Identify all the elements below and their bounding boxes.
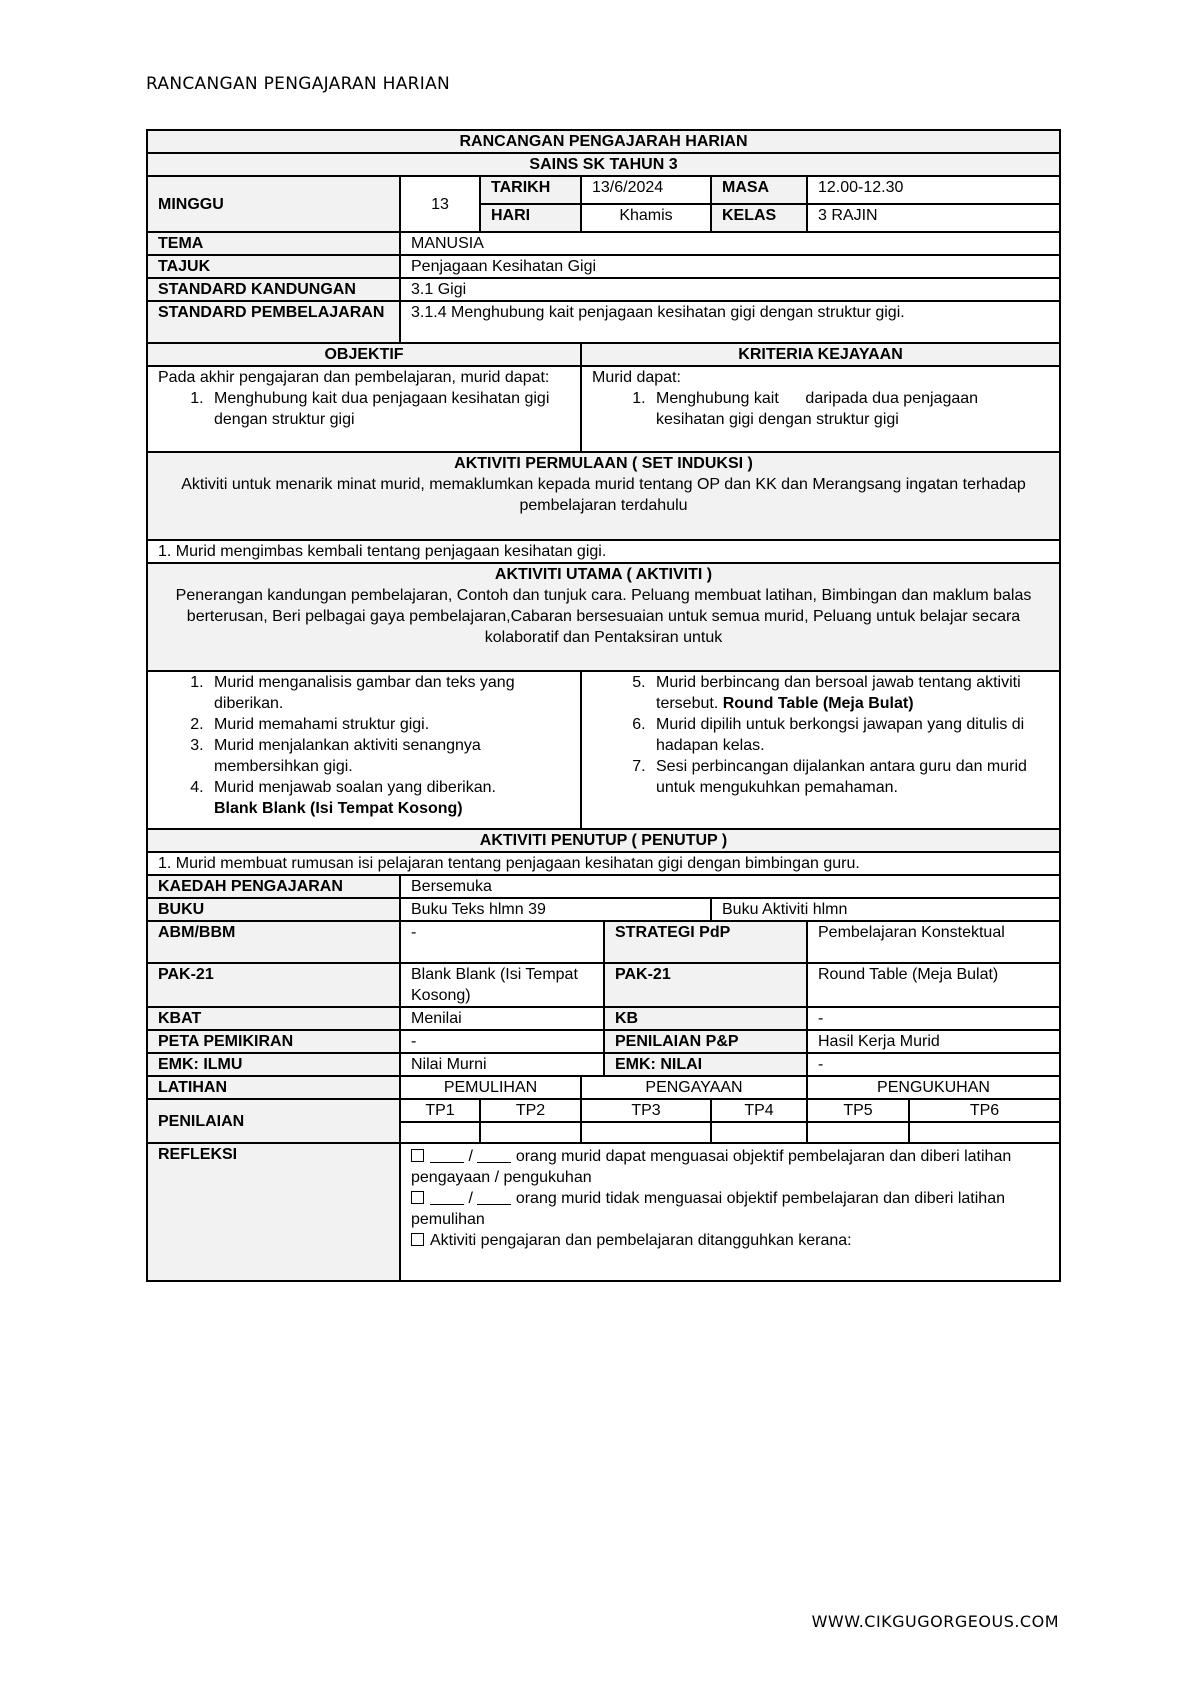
tajuk-label: TAJUK <box>147 255 400 278</box>
masa-value: 12.00-12.30 <box>807 176 1060 204</box>
objektif-row <box>147 366 1060 452</box>
utama-left-item: 4. Murid menjawab soalan yang diberikan. <box>208 777 570 798</box>
kb-value: - <box>807 1007 1060 1030</box>
kaedah-value: Bersemuka <box>400 875 1060 898</box>
sk-label: STANDARD KANDUNGAN <box>147 278 400 301</box>
permulaan-item-row <box>147 540 1060 563</box>
peta-label: PETA PEMIKIRAN <box>147 1030 400 1053</box>
kriteria-cell <box>581 366 1060 452</box>
tarikh-value: 13/6/2024 <box>581 176 711 204</box>
emk-row <box>147 1053 1060 1076</box>
tema-value: MANUSIA <box>400 232 1060 255</box>
hari-value: Khamis <box>581 204 711 232</box>
penilaian-pp-label: PENILAIAN P&P <box>604 1030 807 1053</box>
latihan-pengayaan: PENGAYAAN <box>581 1076 807 1099</box>
kbat-label: KBAT <box>147 1007 400 1030</box>
checkbox-icon[interactable] <box>411 1149 424 1162</box>
utama-left-item: 1. Murid menganalisis gambar dan teks yang diberikan. <box>208 672 570 714</box>
tp-label: TP4 <box>711 1099 807 1122</box>
utama-right-item: 7. Sesi perbincangan dijalankan antara guru dan murid untuk mengukuhkan pemahaman. <box>650 756 1049 798</box>
objektif-intro: Pada akhir pengajaran dan pembelajaran, murid dapat: <box>158 369 550 386</box>
pak21-row <box>147 963 1060 1007</box>
tp-label: TP6 <box>909 1099 1060 1122</box>
penilaian-pp-value: Hasil Kerja Murid <box>807 1030 1060 1053</box>
utama-right-bold: Round Table (Meja Bulat) <box>722 695 914 712</box>
peta-row <box>147 1030 1060 1053</box>
utama-desc: Penerangan kandungan pembelajaran, Contoh dan tunjuk cara. Peluang membuat latihan, Bimbingan dan maklum balas berterusan, Beri pelbagai gaya pembelajaran,Cabaran bersesuaian untuk semua murid, Peluang untuk belajar secara kolaboratif dan Pentaksiran untuk <box>175 587 1032 646</box>
kaedah-row <box>147 875 1060 898</box>
checkbox-icon[interactable] <box>411 1191 424 1204</box>
permulaan-title: AKTIVITI PERMULAAN ( SET INDUKSI ) <box>454 455 753 472</box>
tp-cell[interactable] <box>480 1122 581 1143</box>
kelas-value: 3 RAJIN <box>807 204 1060 232</box>
peta-value: - <box>400 1030 604 1053</box>
objektif-header-row <box>147 343 1060 366</box>
utama-left-item: 2. Murid memahami struktur gigi. <box>208 714 570 735</box>
kbat-value: Menilai <box>400 1007 604 1030</box>
objektif-item: 1. Menghubung kait dua penjagaan kesihatan gigi dengan struktur gigi <box>208 388 570 430</box>
page-header: RANCANGAN PENGAJARAN HARIAN <box>146 74 451 94</box>
emk-ilmu-label: EMK: ILMU <box>147 1053 400 1076</box>
buku-label: BUKU <box>147 898 400 921</box>
pak21-value-2: Round Table (Meja Bulat) <box>807 963 1060 1007</box>
utama-title: AKTIVITI UTAMA ( AKTIVITI ) <box>494 566 713 583</box>
blank-field[interactable] <box>477 1148 511 1163</box>
pak21-value: Blank Blank (Isi Tempat Kosong) <box>400 963 604 1007</box>
objektif-label: OBJEKTIF <box>147 343 581 366</box>
utama-left-bold: Blank Blank (Isi Tempat Kosong) <box>214 800 463 817</box>
refleksi-cell <box>400 1143 1060 1281</box>
tp-cell[interactable] <box>909 1122 1060 1143</box>
refleksi-line-2: / orang murid tidak menguasai objektif pembelajaran dan diberi latihan pemulihan <box>411 1190 1005 1228</box>
penutup-title: AKTIVITI PENUTUP ( PENUTUP ) <box>147 829 1060 852</box>
penutup-row <box>147 852 1060 875</box>
buku-row <box>147 898 1060 921</box>
latihan-pemulihan: PEMULIHAN <box>400 1076 581 1099</box>
page-footer: WWW.CIKGUGORGEOUS.COM <box>811 1612 1059 1631</box>
kriteria-label: KRITERIA KEJAYAAN <box>581 343 1060 366</box>
permulaan-cell <box>147 452 1060 540</box>
lesson-plan-table <box>146 129 1061 1282</box>
permulaan-item: 1. Murid mengimbas kembali tentang penjagaan kesihatan gigi. <box>147 540 1060 563</box>
permulaan-desc: Aktiviti untuk menarik minat murid, memaklumkan kepada murid tentang OP dan KK dan Merangsang ingatan terhadap pembelajaran terdahulu <box>181 476 1026 514</box>
blank-field[interactable] <box>430 1190 464 1205</box>
utama-cell <box>147 563 1060 671</box>
kaedah-label: KAEDAH PENGAJARAN <box>147 875 400 898</box>
kelas-label: KELAS <box>711 204 807 232</box>
minggu-label: MINGGU <box>147 176 400 232</box>
kriteria-item: 1. Menghubung kait daripada dua penjagaan kesihatan gigi dengan struktur gigi <box>650 388 1049 430</box>
plan-subtitle: SAINS SK TAHUN 3 <box>147 153 1060 176</box>
tema-label: TEMA <box>147 232 400 255</box>
penutup-item: 1. Murid membuat rumusan isi pelajaran tentang penjagaan kesihatan gigi dengan bimbingan guru. <box>147 852 1060 875</box>
tp-label: TP3 <box>581 1099 711 1122</box>
refleksi-row <box>147 1143 1060 1281</box>
abm-value: - <box>400 921 604 963</box>
permulaan-row <box>147 452 1060 540</box>
objektif-cell <box>147 366 581 452</box>
minggu-value: 13 <box>400 176 480 232</box>
checkbox-icon[interactable] <box>411 1233 424 1246</box>
utama-right-cell <box>581 671 1060 829</box>
penutup-header-row <box>147 829 1060 852</box>
sk-value: 3.1 Gigi <box>400 278 1060 301</box>
plan-title: RANCANGAN PENGAJARAH HARIAN <box>147 130 1060 153</box>
latihan-label: LATIHAN <box>147 1076 400 1099</box>
penilaian-tp-row <box>147 1099 1060 1122</box>
title-row <box>147 130 1060 153</box>
tema-row <box>147 232 1060 255</box>
buku-aktiviti: Buku Aktiviti hlmn <box>711 898 1060 921</box>
utama-right-item: 6. Murid dipilih untuk berkongsi jawapan yang ditulis di hadapan kelas. <box>650 714 1049 756</box>
info-row-1 <box>147 176 1060 204</box>
tp-label: TP5 <box>807 1099 909 1122</box>
utama-left-item: 3. Murid menjalankan aktiviti senangnya membersihkan gigi. <box>208 735 570 777</box>
utama-row <box>147 563 1060 671</box>
emk-nilai-value: - <box>807 1053 1060 1076</box>
subtitle-row <box>147 153 1060 176</box>
sp-value: 3.1.4 Menghubung kait penjagaan kesihatan gigi dengan struktur gigi. <box>400 301 1060 343</box>
kb-label: KB <box>604 1007 807 1030</box>
refleksi-line-3: Aktiviti pengajaran dan pembelajaran ditangguhkan kerana: <box>411 1230 1049 1251</box>
tp-label: TP1 <box>400 1099 480 1122</box>
refleksi-line-1: / orang murid dapat menguasai objektif pembelajaran dan diberi latihan pengayaan / pengukuhan <box>411 1148 1012 1186</box>
kriteria-intro: Murid dapat: <box>592 369 681 386</box>
buku-teks: Buku Teks hlmn 39 <box>400 898 711 921</box>
tarikh-label: TARIKH <box>480 176 581 204</box>
blank-field[interactable] <box>430 1148 464 1163</box>
abm-row <box>147 921 1060 963</box>
kbat-row <box>147 1007 1060 1030</box>
utama-right-item: 5. Murid berbincang dan bersoal jawab tentang aktiviti tersebut. Round Table (Meja Bulat) <box>650 672 1049 714</box>
tajuk-row <box>147 255 1060 278</box>
utama-list-row <box>147 671 1060 829</box>
tp-cell[interactable] <box>807 1122 909 1143</box>
sp-row <box>147 301 1060 343</box>
strategi-value: Pembelajaran Konstektual <box>807 921 1060 963</box>
masa-label: MASA <box>711 176 807 204</box>
abm-label: ABM/BBM <box>147 921 400 963</box>
tp-cell[interactable] <box>400 1122 480 1143</box>
tajuk-value: Penjagaan Kesihatan Gigi <box>400 255 1060 278</box>
tp-cell[interactable] <box>711 1122 807 1143</box>
blank-field[interactable] <box>477 1190 511 1205</box>
sp-label: STANDARD PEMBELAJARAN <box>147 301 400 343</box>
strategi-label: STRATEGI PdP <box>604 921 807 963</box>
pak21-label: PAK-21 <box>147 963 400 1007</box>
sk-row <box>147 278 1060 301</box>
emk-nilai-label: EMK: NILAI <box>604 1053 807 1076</box>
utama-left-cell <box>147 671 581 829</box>
emk-ilmu-value: Nilai Murni <box>400 1053 604 1076</box>
hari-label: HARI <box>480 204 581 232</box>
tp-label: TP2 <box>480 1099 581 1122</box>
latihan-pengukuhan: PENGUKUHAN <box>807 1076 1060 1099</box>
penilaian-label: PENILAIAN <box>147 1099 400 1143</box>
pak21-label-2: PAK-21 <box>604 963 807 1007</box>
refleksi-label: REFLEKSI <box>147 1143 400 1281</box>
tp-cell[interactable] <box>581 1122 711 1143</box>
latihan-row <box>147 1076 1060 1099</box>
